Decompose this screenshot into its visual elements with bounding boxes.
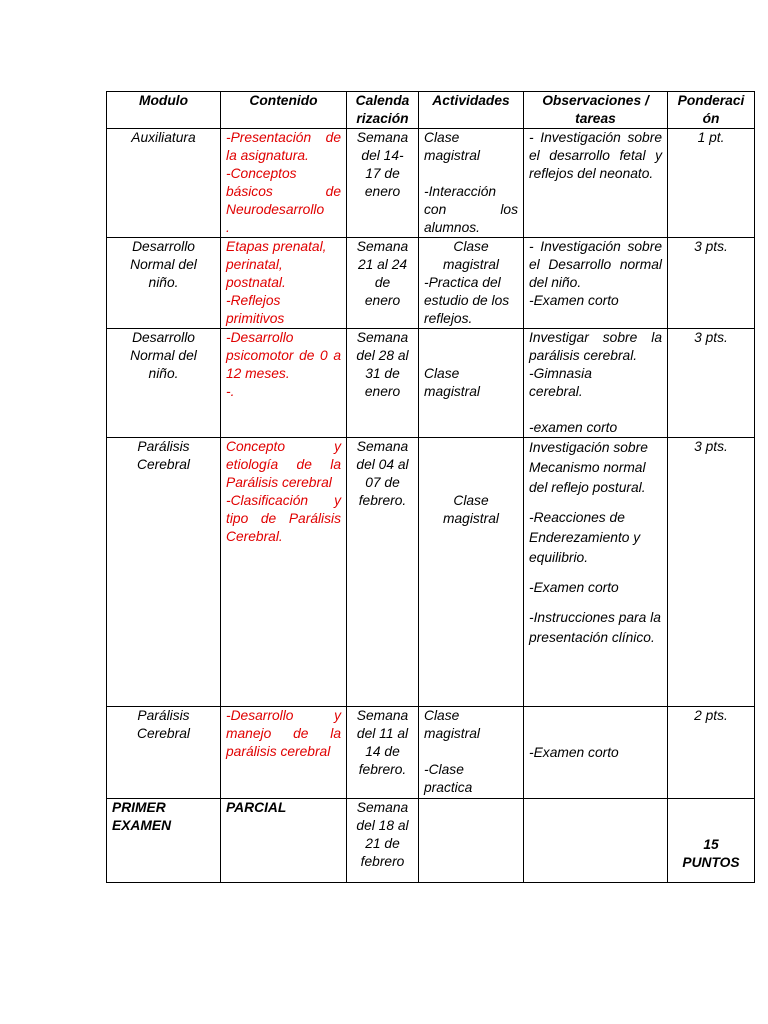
cell-modulo: Auxiliatura: [107, 129, 221, 238]
cell-calendario: Semana del 11 al 14 de febrero.: [347, 707, 419, 799]
cell-modulo: Desarrollo Normal del niño.: [107, 238, 221, 329]
cell-observaciones: Investigación sobre Mecanismo normal del reflejo postural. -Reacciones de Enderezamiento y equilibrio. -Examen corto -Instrucciones para la presentación clínico.: [524, 438, 668, 707]
cell-contenido: PARCIAL: [221, 799, 347, 883]
cell-ponderacion: 1 pt.: [668, 129, 755, 238]
cell-calendario: Semana 21 al 24 de enero: [347, 238, 419, 329]
cell-actividades: Clase magistral -Interacción con los alumnos.: [419, 129, 524, 238]
cell-calendario: Semana del 28 al 31 de enero: [347, 329, 419, 438]
cell-contenido: -Desarrollo y manejo de la parálisis cerebral: [221, 707, 347, 799]
table-row: [107, 707, 755, 799]
cell-actividades: Clase magistral: [419, 438, 524, 707]
table-row: [107, 329, 755, 438]
cell-contenido: -Desarrollo psicomotor de 0 a 12 meses. -.: [221, 329, 347, 438]
cell-ponderacion: 15 PUNTOS: [668, 799, 755, 883]
cell-modulo: Parálisis Cerebral: [107, 707, 221, 799]
cell-observaciones: - Investigación sobre el desarrollo fetal y reflejos del neonato.: [524, 129, 668, 238]
table-row: [107, 238, 755, 329]
cell-observaciones: [524, 799, 668, 883]
cell-contenido: Concepto y etiología de la Parálisis cerebral -Clasificación y tipo de Parálisis Cerebral.: [221, 438, 347, 707]
cell-modulo: PRIMER EXAMEN: [107, 799, 221, 883]
cell-actividades: Clase magistral -Practica del estudio de los reflejos.: [419, 238, 524, 329]
header-ponderacion: Ponderaci ón: [668, 92, 755, 129]
cell-ponderacion: 3 pts.: [668, 438, 755, 707]
header-modulo: Modulo: [107, 92, 221, 129]
cell-modulo: Desarrollo Normal del niño.: [107, 329, 221, 438]
cell-actividades: [419, 799, 524, 883]
header-actividades: Actividades: [419, 92, 524, 129]
cell-contenido: Etapas prenatal, perinatal, postnatal. -Reflejos primitivos: [221, 238, 347, 329]
header-calendarizacion: Calenda rización: [347, 92, 419, 129]
cell-calendario: Semana del 18 al 21 de febrero: [347, 799, 419, 883]
schedule-table: [106, 91, 755, 883]
cell-ponderacion: 3 pts.: [668, 238, 755, 329]
cell-ponderacion: 2 pts.: [668, 707, 755, 799]
cell-ponderacion: 3 pts.: [668, 329, 755, 438]
cell-observaciones: - Investigación sobre el Desarrollo normal del niño. -Examen corto: [524, 238, 668, 329]
cell-observaciones: Investigar sobre la parálisis cerebral. -Gimnasia cerebral. -examen corto: [524, 329, 668, 438]
table-row: [107, 438, 755, 707]
cell-observaciones: -Examen corto: [524, 707, 668, 799]
table-row: [107, 799, 755, 883]
cell-calendario: Semana del 04 al 07 de febrero.: [347, 438, 419, 707]
header-observaciones: Observaciones / tareas: [524, 92, 668, 129]
cell-calendario: Semana del 14- 17 de enero: [347, 129, 419, 238]
cell-modulo: Parálisis Cerebral: [107, 438, 221, 707]
cell-actividades: Clase magistral: [419, 329, 524, 438]
table-header-row: [107, 92, 755, 129]
header-contenido: Contenido: [221, 92, 347, 129]
cell-contenido: -Presentación de la asignatura. -Conceptos básicos de Neurodesarrollo .: [221, 129, 347, 238]
table-row: [107, 129, 755, 238]
cell-actividades: Clase magistral -Clase practica: [419, 707, 524, 799]
